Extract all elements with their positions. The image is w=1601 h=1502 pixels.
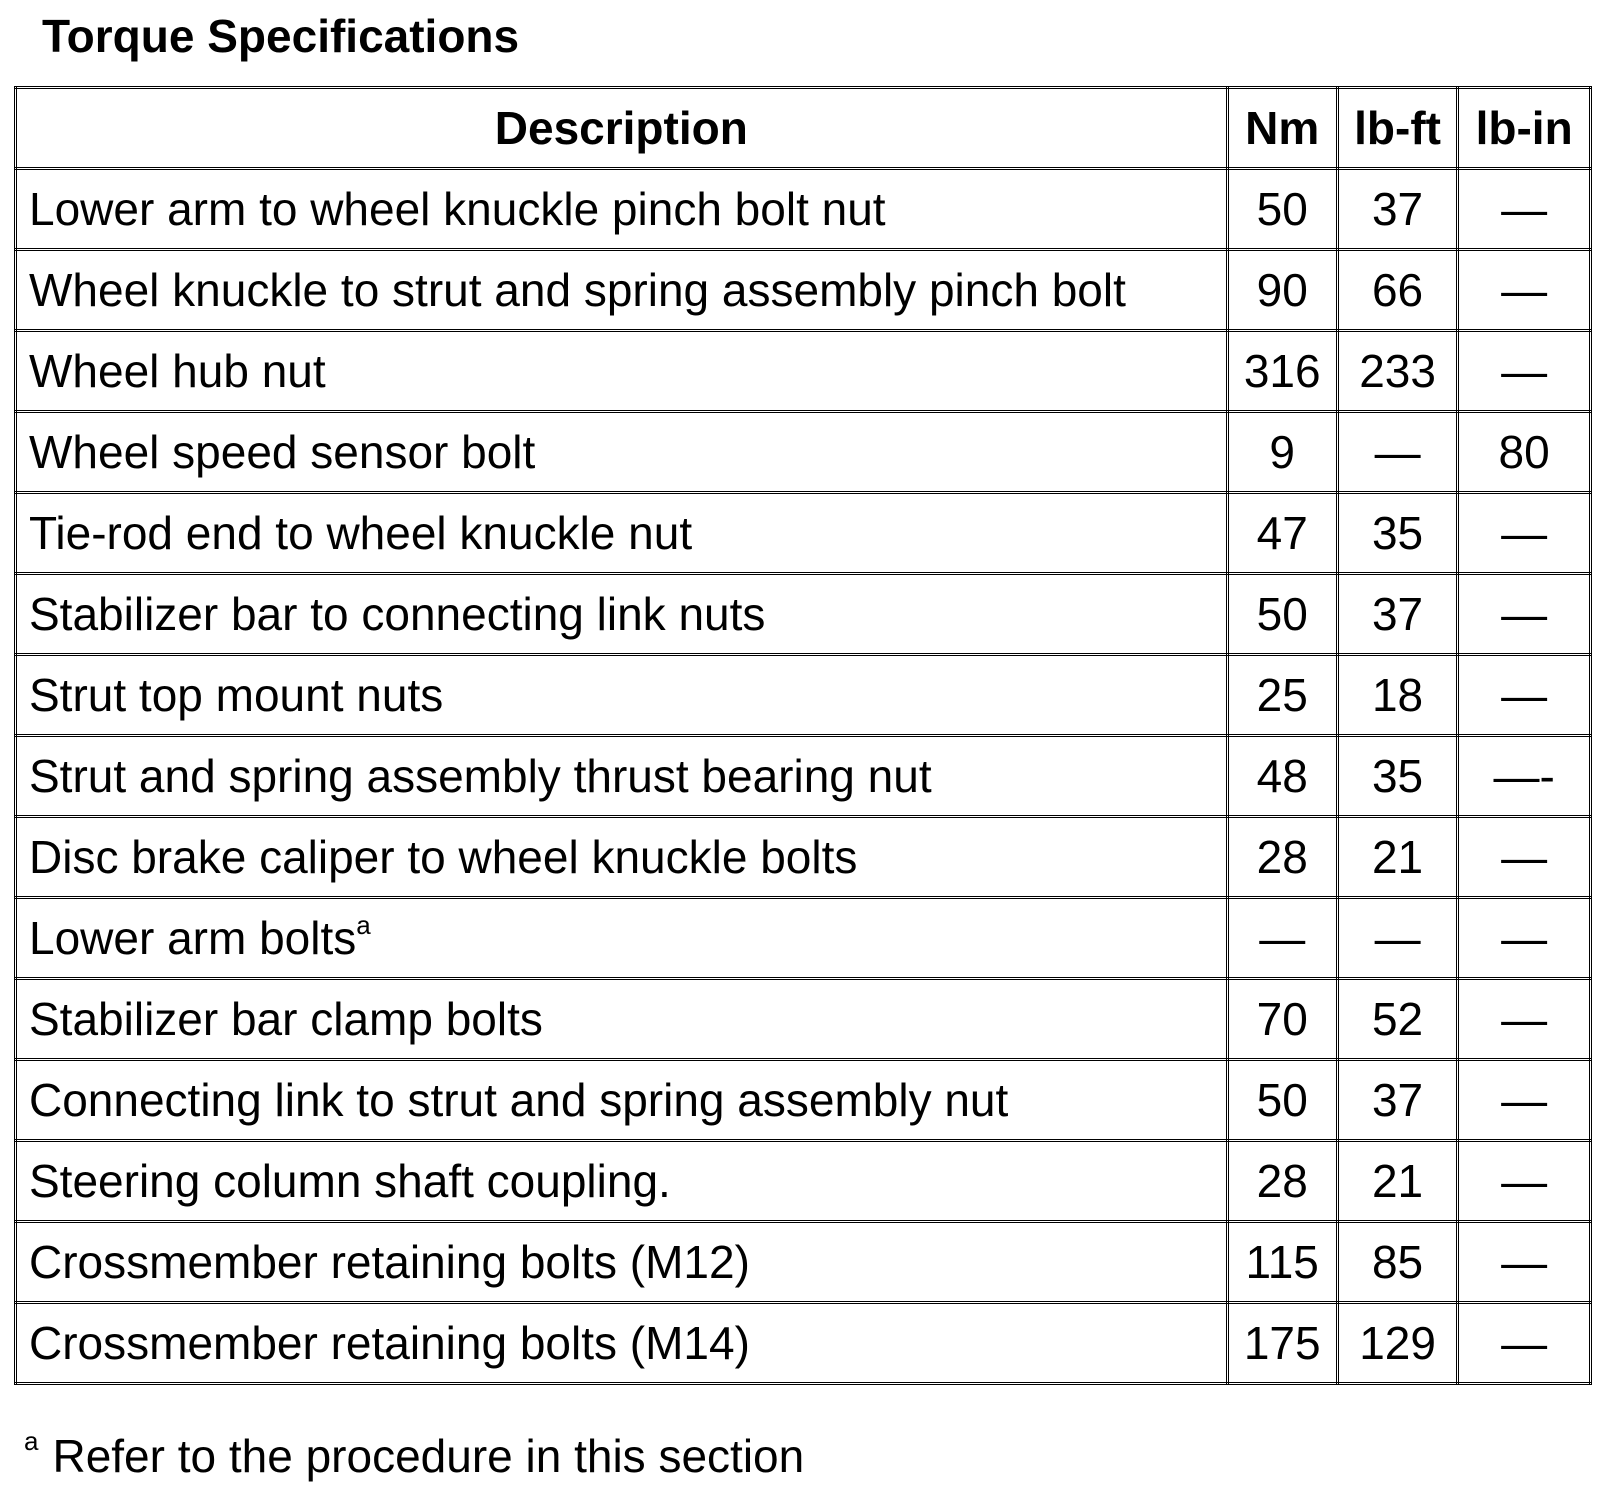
- description-text: Disc brake caliper to wheel knuckle bolts: [29, 831, 858, 883]
- row-lb-in: —: [1458, 1141, 1591, 1222]
- description-text: Stabilizer bar clamp bolts: [29, 993, 543, 1045]
- row-nm: 48: [1227, 736, 1337, 817]
- row-lb-ft: —: [1337, 898, 1457, 979]
- table-row: [16, 655, 1591, 736]
- table-row: [16, 736, 1591, 817]
- table-row: [16, 1303, 1591, 1384]
- description-text: Strut top mount nuts: [29, 669, 444, 721]
- row-nm: 50: [1227, 574, 1337, 655]
- description-text: Lower arm to wheel knuckle pinch bolt nut: [29, 183, 886, 235]
- row-lb-ft: 129: [1337, 1303, 1457, 1384]
- row-lb-in: —: [1458, 817, 1591, 898]
- description-text: Strut and spring assembly thrust bearing nut: [29, 750, 932, 802]
- row-description: [16, 493, 1228, 574]
- description-text: Wheel knuckle to strut and spring assembly pinch bolt: [29, 264, 1126, 316]
- footnote-marker: a: [24, 1426, 39, 1456]
- row-nm: 316: [1227, 331, 1337, 412]
- row-lb-ft: 37: [1337, 1060, 1457, 1141]
- table-row: [16, 331, 1591, 412]
- row-description: [16, 250, 1228, 331]
- footnote-marker: a: [356, 910, 371, 940]
- table-row: [16, 493, 1591, 574]
- row-description: [16, 655, 1228, 736]
- row-lb-ft: 21: [1337, 1141, 1457, 1222]
- row-lb-ft: 35: [1337, 493, 1457, 574]
- row-lb-in: —: [1458, 574, 1591, 655]
- row-nm: 28: [1227, 817, 1337, 898]
- row-lb-ft: 52: [1337, 979, 1457, 1060]
- row-lb-ft: 37: [1337, 169, 1457, 250]
- row-nm: 9: [1227, 412, 1337, 493]
- page-title: Torque Specifications: [42, 10, 520, 62]
- row-lb-in: —: [1458, 898, 1591, 979]
- row-description: [16, 736, 1228, 817]
- table-row: [16, 412, 1591, 493]
- footnote-text: Refer to the procedure in this section: [52, 1430, 805, 1482]
- row-nm: 175: [1227, 1303, 1337, 1384]
- description-text: Crossmember retaining bolts (M14): [29, 1317, 750, 1369]
- row-lb-in: —: [1458, 1303, 1591, 1384]
- row-description: [16, 1141, 1228, 1222]
- row-lb-in: —: [1458, 169, 1591, 250]
- description-text: Steering column shaft coupling.: [29, 1155, 671, 1207]
- description-text: Wheel hub nut: [29, 345, 326, 397]
- row-description: [16, 412, 1228, 493]
- row-lb-in: —-: [1458, 736, 1591, 817]
- row-lb-in: —: [1458, 979, 1591, 1060]
- row-description: [16, 979, 1228, 1060]
- row-description: [16, 169, 1228, 250]
- header-nm: Nm: [1227, 88, 1337, 169]
- row-nm: 115: [1227, 1222, 1337, 1303]
- row-description: [16, 1060, 1228, 1141]
- row-lb-ft: 66: [1337, 250, 1457, 331]
- table-row: [16, 1060, 1591, 1141]
- row-lb-ft: 21: [1337, 817, 1457, 898]
- row-nm: 28: [1227, 1141, 1337, 1222]
- row-nm: 47: [1227, 493, 1337, 574]
- row-lb-in: —: [1458, 493, 1591, 574]
- description-text: Stabilizer bar to connecting link nuts: [29, 588, 766, 640]
- row-nm: 50: [1227, 169, 1337, 250]
- row-lb-ft: 18: [1337, 655, 1457, 736]
- row-lb-ft: —: [1337, 412, 1457, 493]
- table-row: [16, 250, 1591, 331]
- description-text: Crossmember retaining bolts (M12): [29, 1236, 750, 1288]
- table-row: [16, 169, 1591, 250]
- table-row: [16, 898, 1591, 979]
- row-nm: 70: [1227, 979, 1337, 1060]
- torque-spec-table: [14, 86, 1592, 1385]
- row-description: [16, 898, 1228, 979]
- table-row: [16, 1222, 1591, 1303]
- row-description: [16, 817, 1228, 898]
- row-nm: 90: [1227, 250, 1337, 331]
- row-lb-in: —: [1458, 250, 1591, 331]
- header-description: Description: [16, 88, 1228, 169]
- table-header-row: [16, 88, 1591, 169]
- row-lb-in: —: [1458, 1060, 1591, 1141]
- table-row: [16, 979, 1591, 1060]
- row-description: [16, 1222, 1228, 1303]
- description-text: Tie-rod end to wheel knuckle nut: [29, 507, 693, 559]
- row-lb-ft: 85: [1337, 1222, 1457, 1303]
- description-text: Connecting link to strut and spring assembly nut: [29, 1074, 1009, 1126]
- row-description: [16, 574, 1228, 655]
- header-lb-ft: lb-ft: [1337, 88, 1457, 169]
- description-text: Lower arm bolts: [29, 912, 357, 964]
- row-description: [16, 1303, 1228, 1384]
- footnote: [24, 1414, 804, 1483]
- row-lb-ft: 233: [1337, 331, 1457, 412]
- row-lb-ft: 37: [1337, 574, 1457, 655]
- description-text: Wheel speed sensor bolt: [29, 426, 536, 478]
- row-nm: 50: [1227, 1060, 1337, 1141]
- table-row: [16, 1141, 1591, 1222]
- table-row: [16, 817, 1591, 898]
- row-lb-in: —: [1458, 1222, 1591, 1303]
- row-lb-in: —: [1458, 655, 1591, 736]
- row-nm: —: [1227, 898, 1337, 979]
- row-lb-in: 80: [1458, 412, 1591, 493]
- table-row: [16, 574, 1591, 655]
- row-description: [16, 331, 1228, 412]
- row-lb-in: —: [1458, 331, 1591, 412]
- header-lb-in: lb-in: [1458, 88, 1591, 169]
- row-nm: 25: [1227, 655, 1337, 736]
- row-lb-ft: 35: [1337, 736, 1457, 817]
